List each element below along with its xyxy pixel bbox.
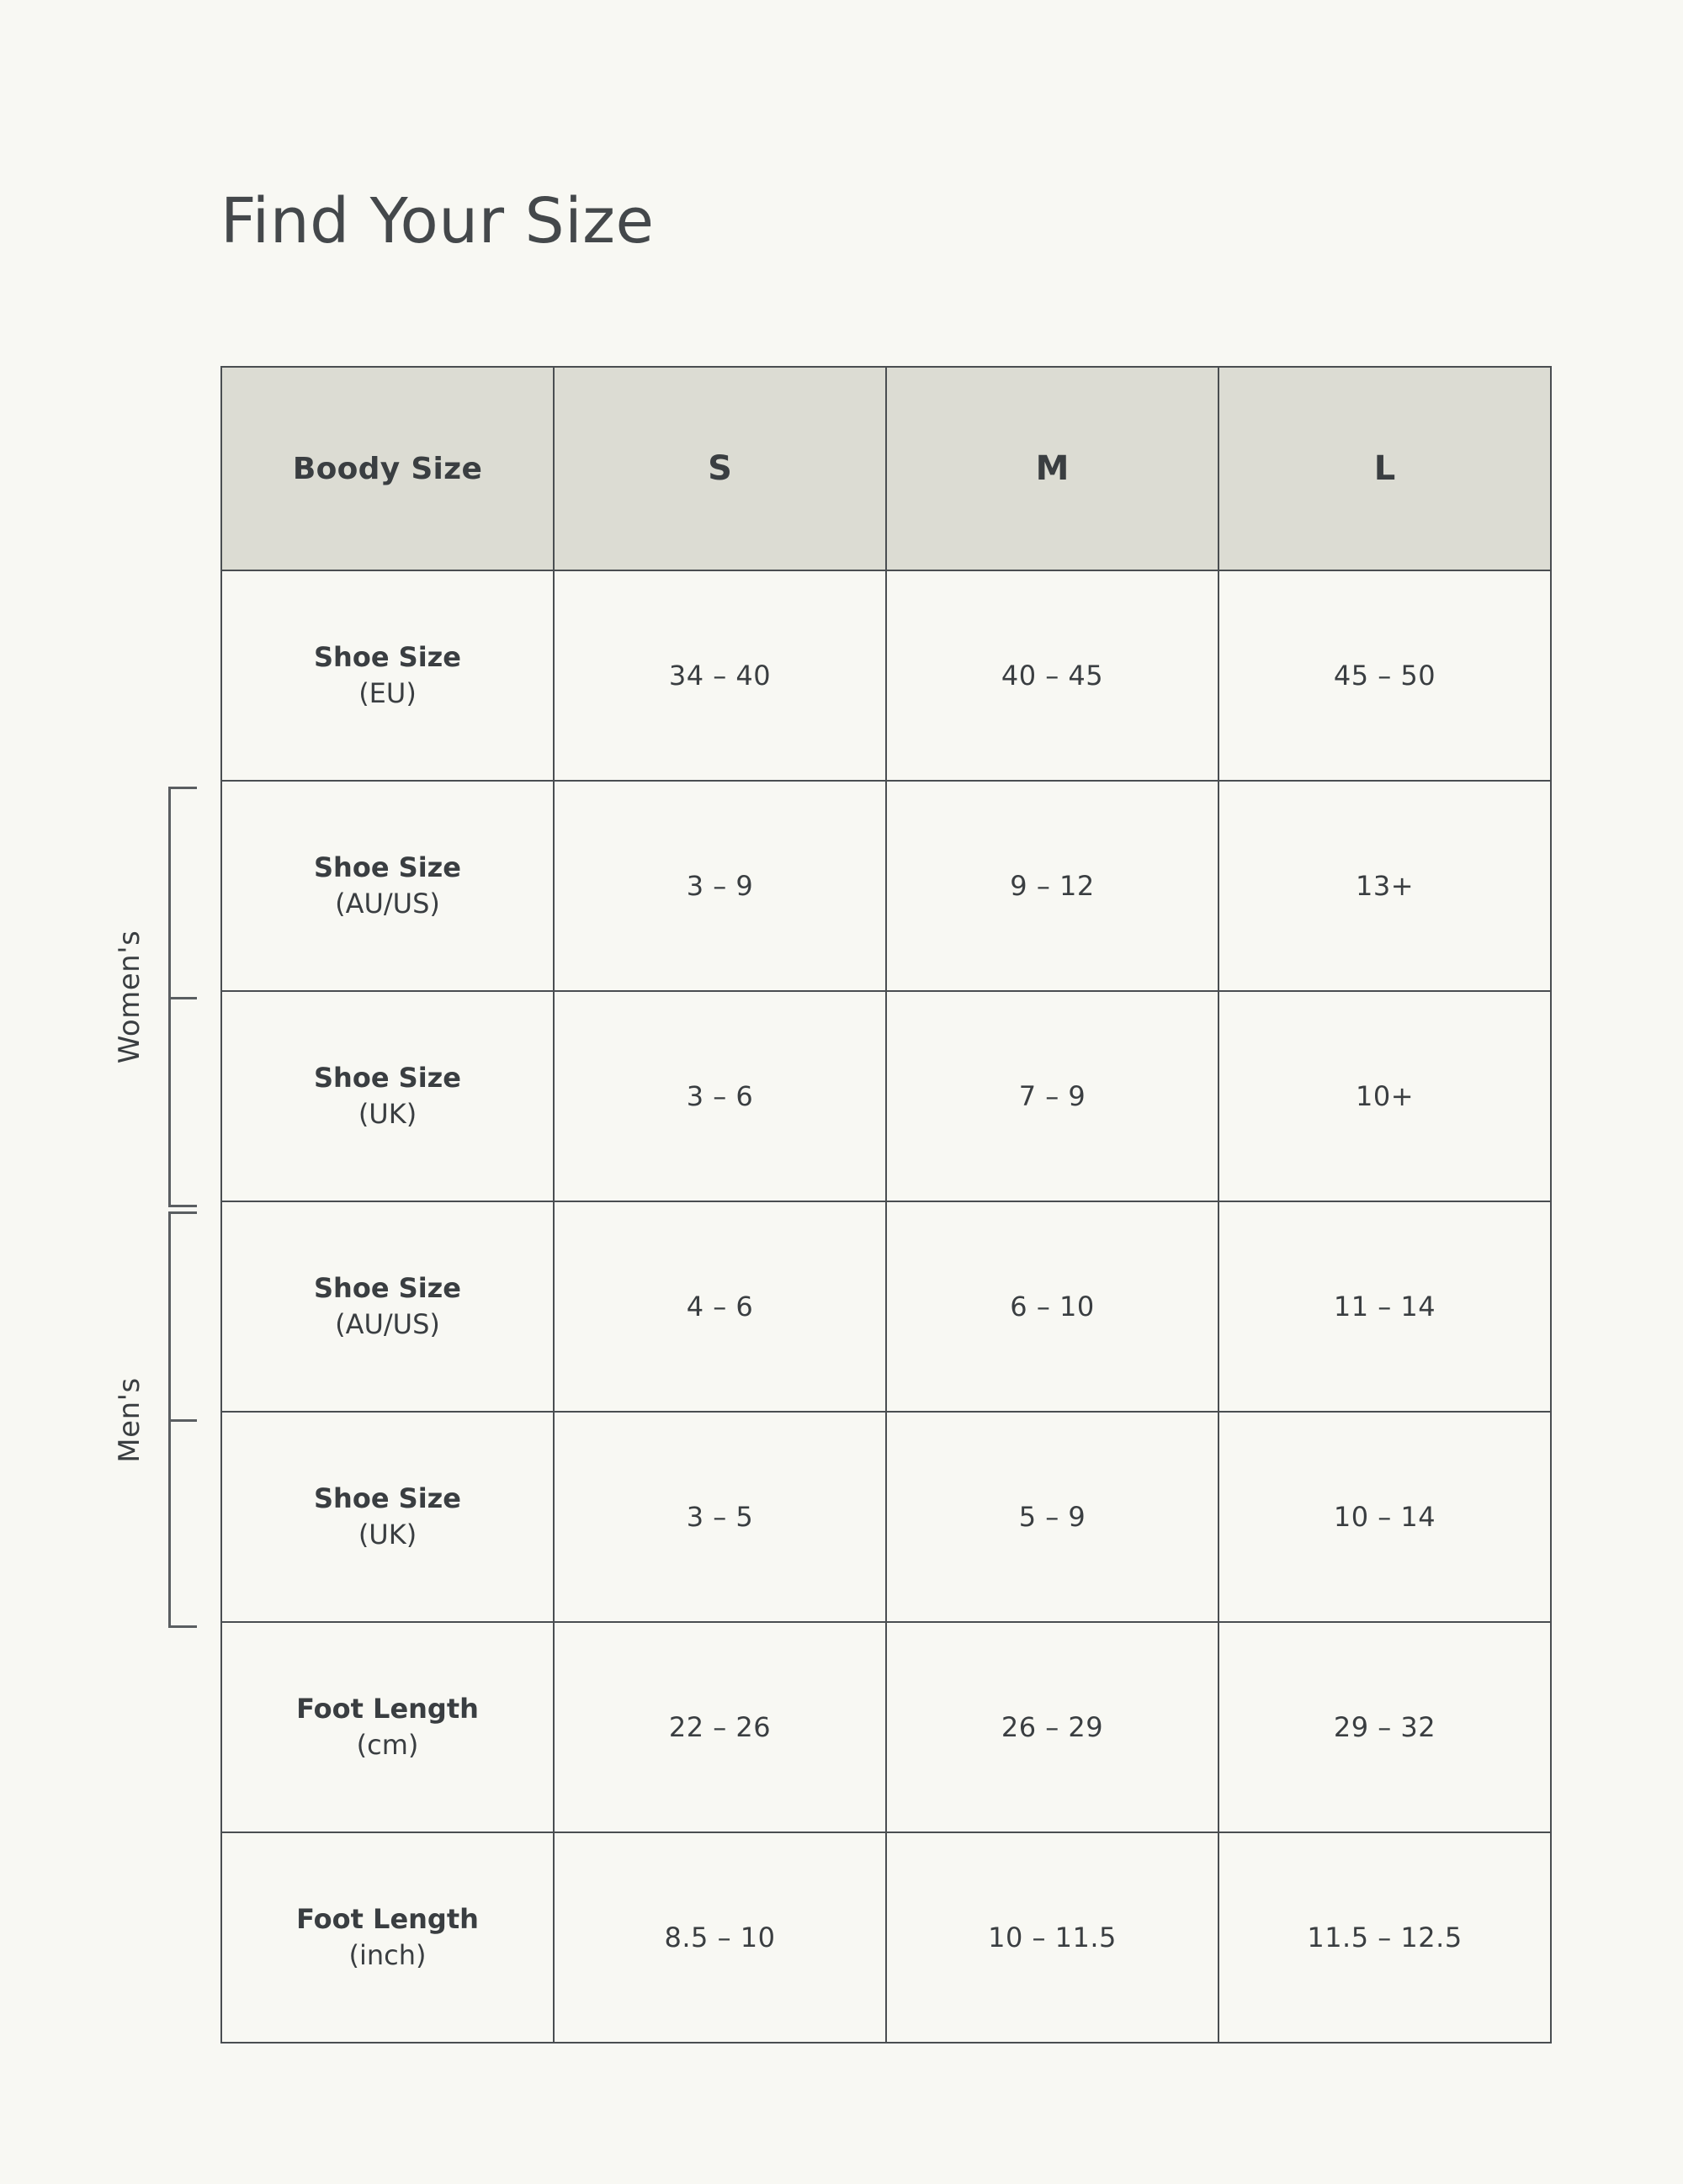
cell-s [554, 1622, 886, 1832]
row-header-cell [221, 1622, 554, 1832]
cell-value: 10 – 14 [1333, 1501, 1436, 1533]
cell-value: 3 – 9 [686, 870, 754, 902]
column-header-m [886, 367, 1218, 570]
cell-value: 13+ [1355, 870, 1415, 902]
row-label-unit: (UK) [358, 1519, 417, 1551]
row-label: Foot Length [296, 1902, 479, 1935]
row-header-cell [221, 991, 554, 1201]
cell-m [886, 781, 1218, 991]
row-header-cell [221, 1832, 554, 2043]
cell-s [554, 570, 886, 781]
row-label-unit: (EU) [358, 677, 417, 709]
cell-value: 6 – 10 [1010, 1291, 1095, 1323]
column-header-label: S [708, 449, 732, 488]
table-header-row [221, 367, 1551, 570]
cell-l [1218, 991, 1551, 1201]
table-row [221, 570, 1551, 781]
bracket-tick [168, 997, 197, 999]
table-row [221, 1412, 1551, 1622]
size-chart-table [220, 366, 1552, 2044]
row-label-unit: (cm) [356, 1729, 419, 1761]
row-header-cell [221, 1412, 554, 1622]
cell-s [554, 781, 886, 991]
cell-value: 34 – 40 [668, 660, 772, 692]
row-label-unit: (inch) [348, 1939, 427, 1971]
cell-m [886, 991, 1218, 1201]
cell-value: 10+ [1355, 1080, 1415, 1112]
table-row [221, 1622, 1551, 1832]
cell-value: 9 – 12 [1010, 870, 1095, 902]
cell-m [886, 1832, 1218, 2043]
table-row [221, 1832, 1551, 2043]
cell-value: 4 – 6 [686, 1291, 754, 1323]
mens-group-bracket [113, 1211, 220, 1628]
cell-value: 45 – 50 [1333, 660, 1436, 692]
row-label: Shoe Size [314, 1271, 461, 1304]
row-label: Shoe Size [314, 851, 461, 883]
cell-m [886, 1201, 1218, 1412]
table-header [221, 367, 1551, 570]
cell-s [554, 1832, 886, 2043]
cell-l [1218, 570, 1551, 781]
cell-value: 10 – 11.5 [988, 1922, 1117, 1953]
row-header-cell [221, 1201, 554, 1412]
row-label-unit: (AU/US) [335, 1308, 440, 1340]
row-header-cell [221, 570, 554, 781]
mens-group-label: Men's [113, 1376, 146, 1463]
cell-s [554, 1412, 886, 1622]
cell-value: 3 – 5 [686, 1501, 754, 1533]
column-header-label: Boody Size [292, 451, 483, 486]
table-row [221, 991, 1551, 1201]
cell-value: 8.5 – 10 [664, 1922, 776, 1953]
column-header-l [1218, 367, 1551, 570]
bracket-tick [168, 1419, 197, 1422]
row-label: Shoe Size [314, 640, 461, 673]
cell-value: 3 – 6 [686, 1080, 754, 1112]
table-body [221, 570, 1551, 2043]
cell-l [1218, 1201, 1551, 1412]
cell-m [886, 1412, 1218, 1622]
row-label-unit: (UK) [358, 1098, 417, 1130]
table-row [221, 1201, 1551, 1412]
cell-l [1218, 781, 1551, 991]
bracket-cap-top [168, 1211, 197, 1214]
row-label: Foot Length [296, 1692, 479, 1725]
cell-l [1218, 1622, 1551, 1832]
column-header-label: L [1373, 449, 1396, 488]
cell-s [554, 991, 886, 1201]
cell-value: 5 – 9 [1018, 1501, 1086, 1533]
bracket-cap-top [168, 787, 197, 789]
cell-value: 29 – 32 [1333, 1711, 1436, 1743]
womens-group-bracket [113, 787, 220, 1207]
bracket-cap-bottom [168, 1625, 197, 1628]
row-label-unit: (AU/US) [335, 888, 440, 920]
row-header-cell [221, 781, 554, 991]
row-label: Shoe Size [314, 1482, 461, 1514]
cell-value: 11 – 14 [1333, 1291, 1436, 1323]
column-header-s [554, 367, 886, 570]
cell-value: 7 – 9 [1018, 1080, 1086, 1112]
table-row [221, 781, 1551, 991]
page-title: Find Your Size [220, 184, 655, 257]
cell-m [886, 1622, 1218, 1832]
cell-value: 40 – 45 [1001, 660, 1104, 692]
cell-value: 26 – 29 [1001, 1711, 1104, 1743]
column-header-label: M [1035, 449, 1070, 488]
cell-s [554, 1201, 886, 1412]
cell-value: 22 – 26 [668, 1711, 772, 1743]
cell-m [886, 570, 1218, 781]
row-label: Shoe Size [314, 1061, 461, 1094]
cell-l [1218, 1412, 1551, 1622]
cell-l [1218, 1832, 1551, 2043]
cell-value: 11.5 – 12.5 [1307, 1922, 1463, 1953]
bracket-cap-bottom [168, 1205, 197, 1207]
column-header-boody-size [221, 367, 554, 570]
womens-group-label: Women's [113, 930, 146, 1064]
